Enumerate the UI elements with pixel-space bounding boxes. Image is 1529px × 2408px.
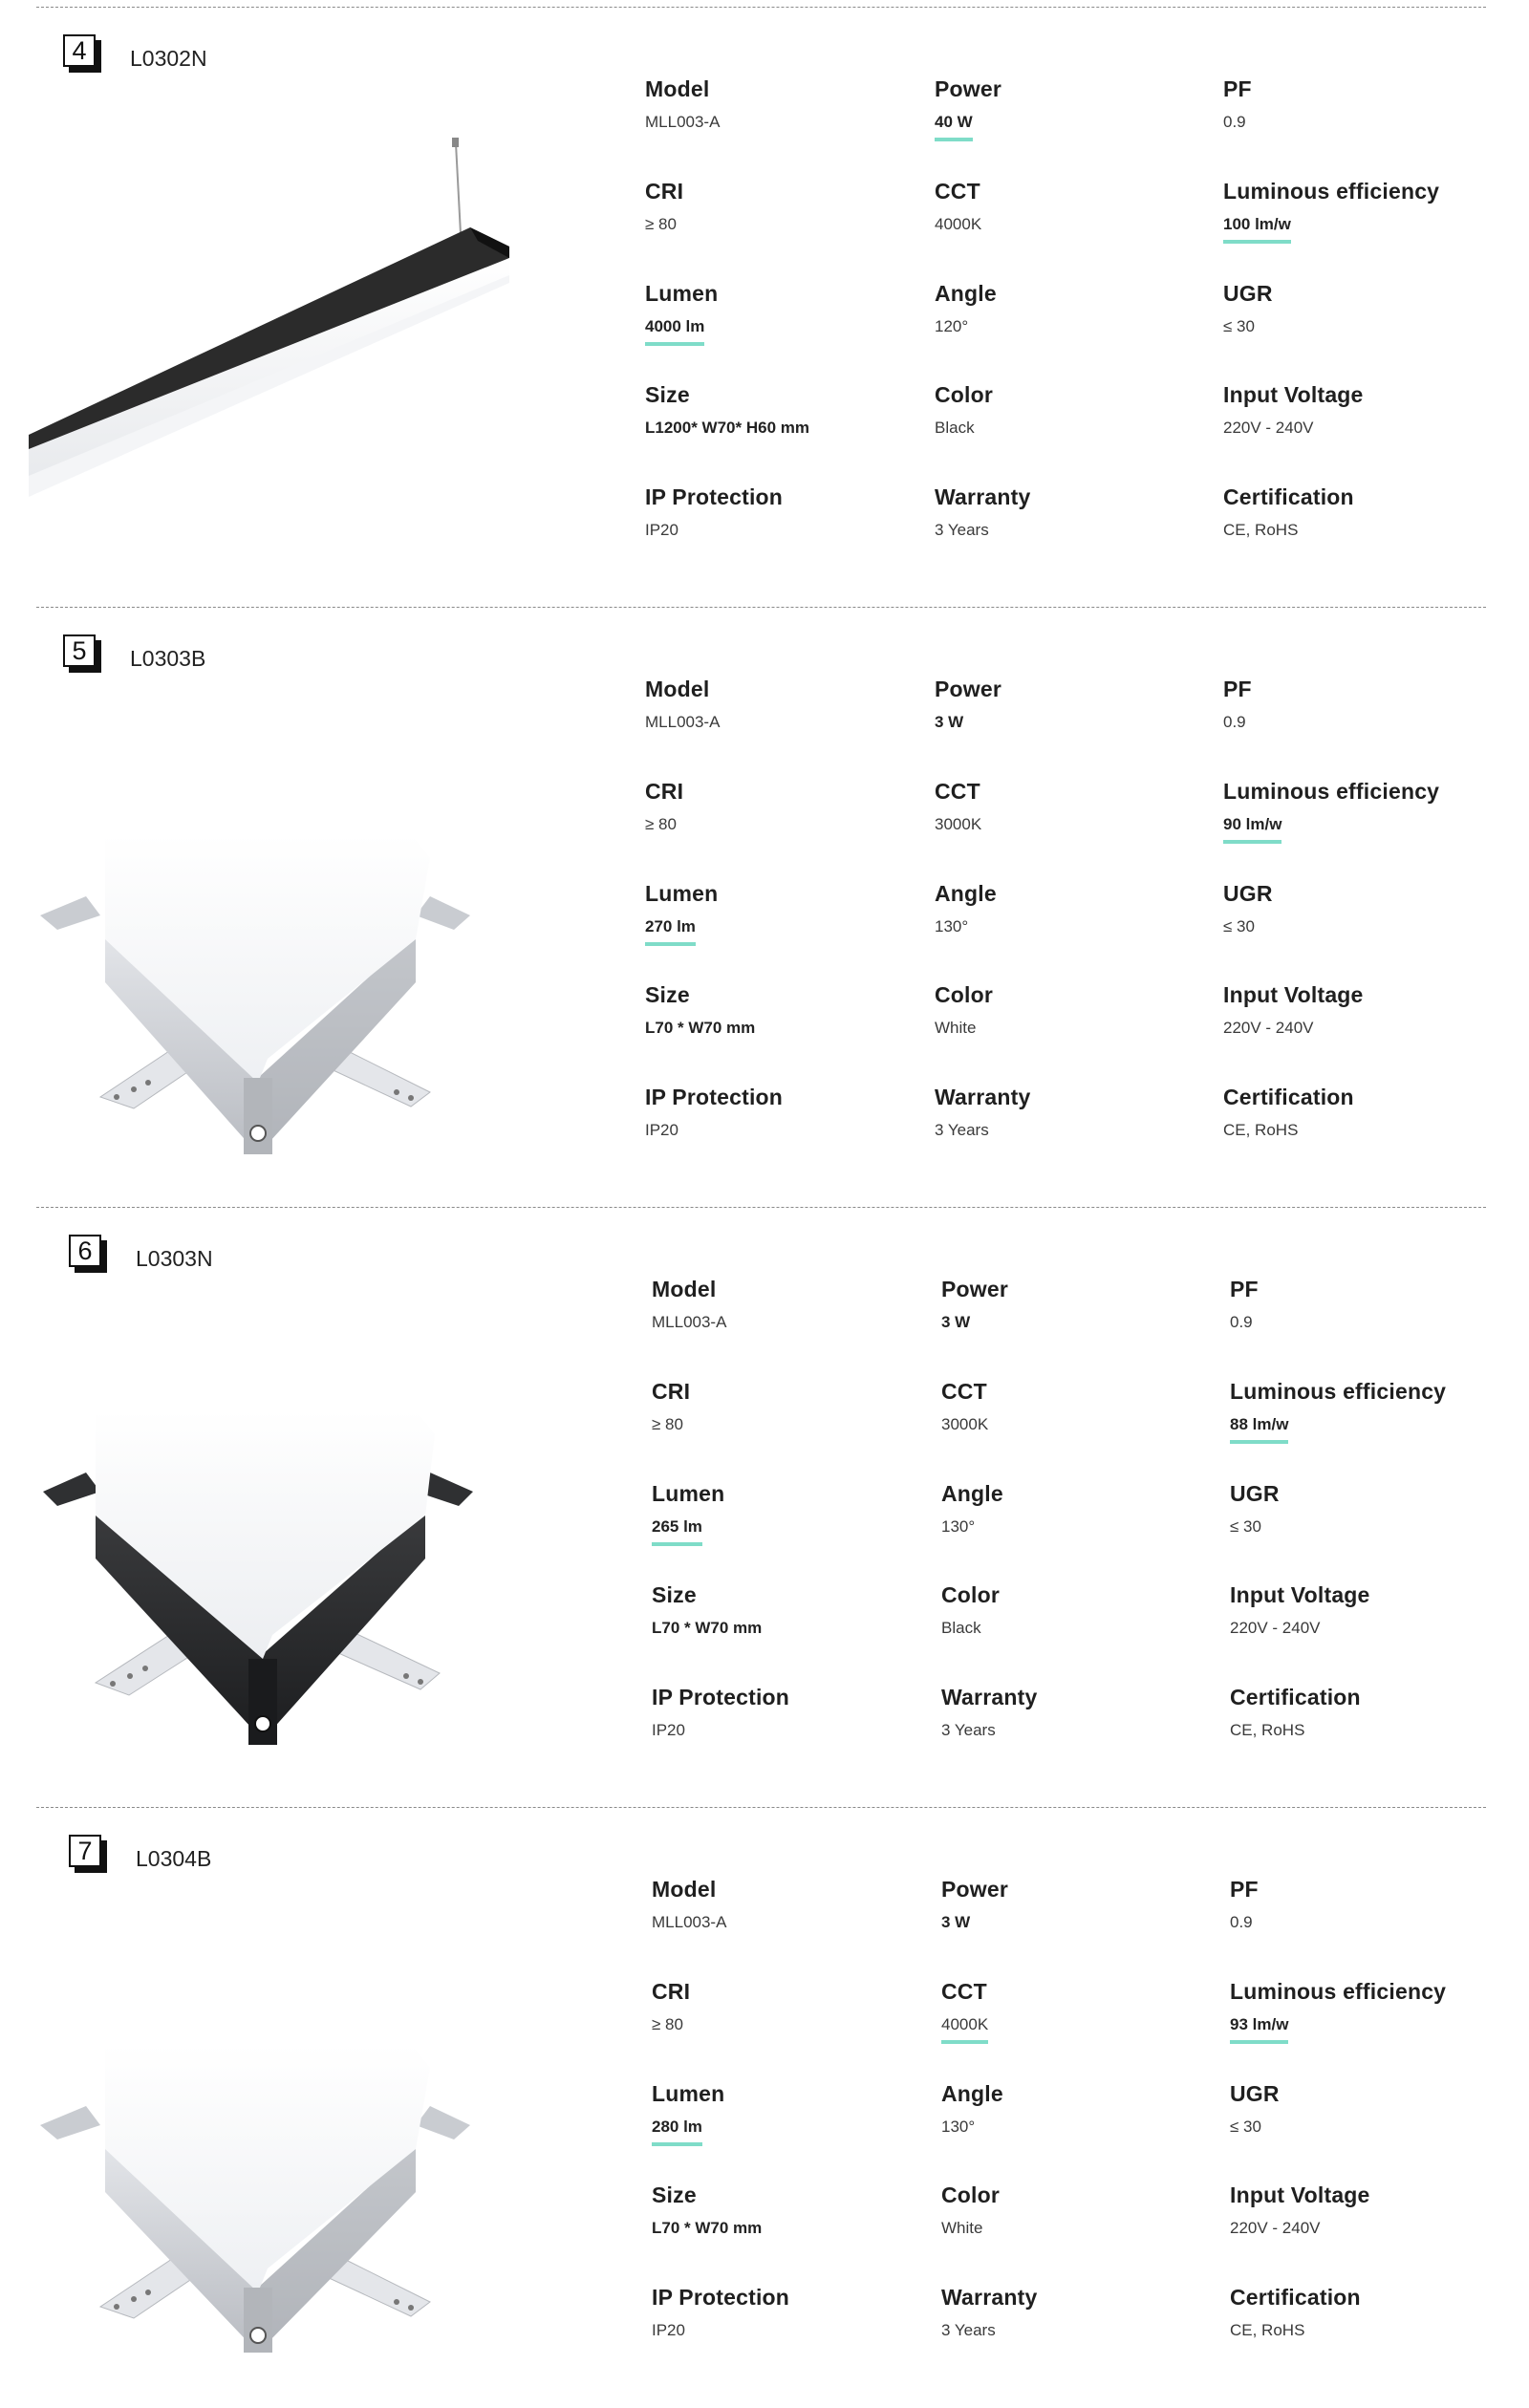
luminous-efficiency-value: 90 lm/w xyxy=(1223,815,1281,844)
spec-label: Certification xyxy=(1230,2285,1361,2310)
model-value: MLL003-A xyxy=(652,1913,727,1931)
pf-value: 0.9 xyxy=(1223,713,1246,731)
spec-label: Luminous efficiency xyxy=(1223,779,1440,804)
product-index-badge: 7 xyxy=(69,1835,107,1873)
power-value: 3 W xyxy=(941,1913,971,1931)
spec-cell xyxy=(1230,1979,1517,2044)
spec-label: Model xyxy=(652,1277,717,1301)
spec-label: CCT xyxy=(935,779,980,804)
spec-label: UGR xyxy=(1230,2081,1280,2106)
input-voltage-value: 220V - 240V xyxy=(1230,2219,1321,2237)
product-card-l0302n xyxy=(0,0,1529,600)
product-card-l0303b xyxy=(0,600,1529,1200)
spec-cell xyxy=(941,1277,1228,1338)
angle-value: 130° xyxy=(941,1517,976,1536)
spec-cell xyxy=(1230,1582,1517,1644)
spec-cell xyxy=(941,1582,1228,1644)
spec-cell xyxy=(935,677,1221,738)
spec-label: Angle xyxy=(941,1481,1003,1506)
spec-cell xyxy=(1230,1877,1517,1938)
spec-cell xyxy=(652,1481,938,1546)
lumen-value: 265 lm xyxy=(652,1517,702,1546)
spec-cell xyxy=(1223,76,1510,138)
warranty-value: 3 Years xyxy=(941,2321,996,2339)
spec-cell xyxy=(645,382,932,443)
pf-value: 0.9 xyxy=(1230,1913,1253,1931)
input-voltage-value: 220V - 240V xyxy=(1223,419,1314,437)
product-code: L0304B xyxy=(136,1846,212,1871)
spec-cell xyxy=(1223,281,1510,342)
spec-cell xyxy=(652,1277,938,1338)
spec-label: CRI xyxy=(645,179,684,204)
certification-value: CE, RoHS xyxy=(1223,521,1299,539)
size-value: L70 * W70 mm xyxy=(645,1019,756,1037)
spec-cell xyxy=(1230,1277,1517,1338)
spec-label: CCT xyxy=(941,1979,987,2004)
product-code: L0303B xyxy=(130,646,206,671)
spec-label: Size xyxy=(645,982,690,1007)
spec-label: Size xyxy=(652,2182,697,2207)
spec-label: Angle xyxy=(941,2081,1003,2106)
model-value: MLL003-A xyxy=(645,713,721,731)
power-value: 40 W xyxy=(935,113,973,141)
input-voltage-value: 220V - 240V xyxy=(1230,1619,1321,1637)
color-value: White xyxy=(935,1019,977,1037)
spec-cell xyxy=(652,2182,938,2244)
spec-label: Warranty xyxy=(935,1085,1031,1109)
dashed-divider xyxy=(36,1207,1486,1208)
product-index-badge: 4 xyxy=(63,34,101,73)
power-value: 3 W xyxy=(941,1313,971,1331)
product-index-badge: 5 xyxy=(63,634,101,673)
spec-label: Color xyxy=(935,982,994,1007)
spec-label: Power xyxy=(941,1277,1009,1301)
size-value: L70 * W70 mm xyxy=(652,1619,763,1637)
spec-label: CRI xyxy=(652,1379,691,1404)
spec-cell xyxy=(935,779,1221,840)
spec-cell xyxy=(1223,677,1510,738)
spec-cell xyxy=(652,1877,938,1938)
spec-cell xyxy=(645,677,932,738)
spec-cell xyxy=(941,1685,1228,1746)
spec-cell xyxy=(935,1085,1221,1146)
dashed-divider xyxy=(36,7,1486,8)
spec-label: Warranty xyxy=(935,484,1031,509)
spec-cell xyxy=(652,1379,938,1440)
spec-cell xyxy=(645,281,932,346)
ip-protection-value: IP20 xyxy=(645,521,678,539)
spec-label: Power xyxy=(941,1877,1009,1902)
spec-cell xyxy=(941,1481,1228,1542)
spec-label: UGR xyxy=(1223,281,1273,306)
spec-cell xyxy=(941,2081,1228,2142)
certification-value: CE, RoHS xyxy=(1230,1721,1305,1739)
spec-label: Size xyxy=(645,382,690,407)
spec-label: IP Protection xyxy=(645,484,784,509)
spec-label: CRI xyxy=(645,779,684,804)
product-card-l0304b xyxy=(0,1800,1529,2400)
spec-cell xyxy=(935,281,1221,342)
spec-cell xyxy=(1223,779,1510,844)
lumen-value: 270 lm xyxy=(645,917,696,946)
spec-label: Color xyxy=(941,1582,1001,1607)
spec-label: PF xyxy=(1223,677,1252,701)
spec-label: Angle xyxy=(935,881,997,906)
spec-cell xyxy=(941,1877,1228,1938)
spec-cell xyxy=(1223,382,1510,443)
spec-label: CCT xyxy=(935,179,980,204)
certification-value: CE, RoHS xyxy=(1230,2321,1305,2339)
size-value: L1200* W70* H60 mm xyxy=(645,419,809,437)
luminous-efficiency-value: 100 lm/w xyxy=(1223,215,1291,244)
spec-label: Power xyxy=(935,76,1002,101)
ugr-value: ≤ 30 xyxy=(1230,2118,1261,2136)
v-connector-black-image xyxy=(29,1315,545,1754)
luminous-efficiency-value: 93 lm/w xyxy=(1230,2015,1288,2044)
spec-cell xyxy=(1230,1379,1517,1444)
spec-label: Certification xyxy=(1223,1085,1354,1109)
spec-label: Color xyxy=(935,382,994,407)
angle-value: 130° xyxy=(935,917,969,935)
ip-protection-value: IP20 xyxy=(652,2321,685,2339)
spec-label: Luminous efficiency xyxy=(1230,1379,1447,1404)
spec-cell xyxy=(941,1379,1228,1440)
spec-cell xyxy=(1230,2081,1517,2142)
cri-value: ≥ 80 xyxy=(652,2015,683,2033)
spec-label: Input Voltage xyxy=(1230,1582,1370,1607)
cct-value: 3000K xyxy=(941,1415,989,1433)
spec-cell xyxy=(652,2081,938,2146)
spec-cell xyxy=(935,76,1221,141)
cct-value: 4000K xyxy=(935,215,982,233)
spec-cell xyxy=(652,1979,938,2040)
spec-grid xyxy=(652,1277,1512,1783)
spec-label: CRI xyxy=(652,1979,691,2004)
spec-cell xyxy=(645,1085,932,1146)
ugr-value: ≤ 30 xyxy=(1223,317,1255,335)
spec-label: Luminous efficiency xyxy=(1230,1979,1447,2004)
spec-cell xyxy=(1223,484,1510,546)
spec-label: Input Voltage xyxy=(1223,382,1364,407)
spec-label: Certification xyxy=(1230,1685,1361,1709)
size-value: L70 * W70 mm xyxy=(652,2219,763,2237)
product-card-l0303n xyxy=(0,1200,1529,1800)
spec-label: Color xyxy=(941,2182,1001,2207)
spec-label: Size xyxy=(652,1582,697,1607)
spec-cell xyxy=(652,1582,938,1644)
pf-value: 0.9 xyxy=(1223,113,1246,131)
spec-cell xyxy=(1230,2182,1517,2244)
v-connector-white-image xyxy=(29,715,545,1154)
spec-grid xyxy=(645,677,1505,1183)
product-index-badge: 6 xyxy=(69,1235,107,1273)
spec-cell xyxy=(652,1685,938,1746)
spec-cell xyxy=(941,1979,1228,2044)
spec-label: Lumen xyxy=(645,881,719,906)
product-code: L0303N xyxy=(136,1246,213,1271)
warranty-value: 3 Years xyxy=(941,1721,996,1739)
model-value: MLL003-A xyxy=(645,113,721,131)
spec-label: PF xyxy=(1230,1877,1259,1902)
lumen-value: 280 lm xyxy=(652,2118,702,2146)
spec-label: Input Voltage xyxy=(1223,982,1364,1007)
spec-label: Lumen xyxy=(645,281,719,306)
model-value: MLL003-A xyxy=(652,1313,727,1331)
pf-value: 0.9 xyxy=(1230,1313,1253,1331)
spec-label: PF xyxy=(1223,76,1252,101)
spec-cell xyxy=(1223,881,1510,942)
spec-cell xyxy=(1230,1481,1517,1542)
spec-label: Input Voltage xyxy=(1230,2182,1370,2207)
v-connector-white-image xyxy=(29,1915,545,2354)
spec-cell xyxy=(645,982,932,1043)
cri-value: ≥ 80 xyxy=(645,815,677,833)
warranty-value: 3 Years xyxy=(935,1121,989,1139)
spec-cell xyxy=(645,779,932,840)
spec-cell xyxy=(1230,1685,1517,1746)
spec-label: Model xyxy=(645,677,710,701)
color-value: Black xyxy=(941,1619,981,1637)
warranty-value: 3 Years xyxy=(935,521,989,539)
spec-label: Luminous efficiency xyxy=(1223,179,1440,204)
spec-cell xyxy=(941,2182,1228,2244)
color-value: Black xyxy=(935,419,975,437)
linear-light-image xyxy=(29,115,545,554)
spec-label: IP Protection xyxy=(652,2285,790,2310)
spec-cell xyxy=(645,881,932,946)
product-code: L0302N xyxy=(130,46,207,71)
spec-label: Lumen xyxy=(652,2081,725,2106)
spec-cell xyxy=(645,179,932,240)
spec-cell xyxy=(645,76,932,138)
cri-value: ≥ 80 xyxy=(645,215,677,233)
spec-cell xyxy=(935,179,1221,240)
luminous-efficiency-value: 88 lm/w xyxy=(1230,1415,1288,1444)
spec-cell xyxy=(652,2285,938,2346)
ugr-value: ≤ 30 xyxy=(1223,917,1255,935)
spec-cell xyxy=(935,982,1221,1043)
spec-cell xyxy=(935,484,1221,546)
cct-value: 3000K xyxy=(935,815,982,833)
cri-value: ≥ 80 xyxy=(652,1415,683,1433)
spec-label: IP Protection xyxy=(652,1685,790,1709)
dashed-divider xyxy=(36,607,1486,608)
ugr-value: ≤ 30 xyxy=(1230,1517,1261,1536)
ip-protection-value: IP20 xyxy=(645,1121,678,1139)
spec-label: Angle xyxy=(935,281,997,306)
ip-protection-value: IP20 xyxy=(652,1721,685,1739)
certification-value: CE, RoHS xyxy=(1223,1121,1299,1139)
spec-grid xyxy=(645,76,1505,583)
spec-label: CCT xyxy=(941,1379,987,1404)
spec-label: Model xyxy=(652,1877,717,1902)
spec-label: Warranty xyxy=(941,1685,1038,1709)
spec-label: IP Protection xyxy=(645,1085,784,1109)
spec-label: PF xyxy=(1230,1277,1259,1301)
cct-value: 4000K xyxy=(941,2015,988,2044)
spec-cell xyxy=(645,484,932,546)
spec-cell xyxy=(1230,2285,1517,2346)
spec-grid xyxy=(652,1877,1512,2383)
angle-value: 130° xyxy=(941,2118,976,2136)
spec-label: UGR xyxy=(1223,881,1273,906)
angle-value: 120° xyxy=(935,317,969,335)
spec-cell xyxy=(941,2285,1228,2346)
spec-label: Lumen xyxy=(652,1481,725,1506)
spec-label: UGR xyxy=(1230,1481,1280,1506)
spec-label: Certification xyxy=(1223,484,1354,509)
spec-cell xyxy=(935,382,1221,443)
spec-label: Model xyxy=(645,76,710,101)
spec-cell xyxy=(1223,1085,1510,1146)
spec-cell xyxy=(1223,179,1510,244)
spec-cell xyxy=(1223,982,1510,1043)
spec-cell xyxy=(935,881,1221,942)
spec-label: Warranty xyxy=(941,2285,1038,2310)
dashed-divider xyxy=(36,1807,1486,1808)
input-voltage-value: 220V - 240V xyxy=(1223,1019,1314,1037)
power-value: 3 W xyxy=(935,713,964,731)
color-value: White xyxy=(941,2219,983,2237)
spec-label: Power xyxy=(935,677,1002,701)
lumen-value: 4000 lm xyxy=(645,317,704,346)
